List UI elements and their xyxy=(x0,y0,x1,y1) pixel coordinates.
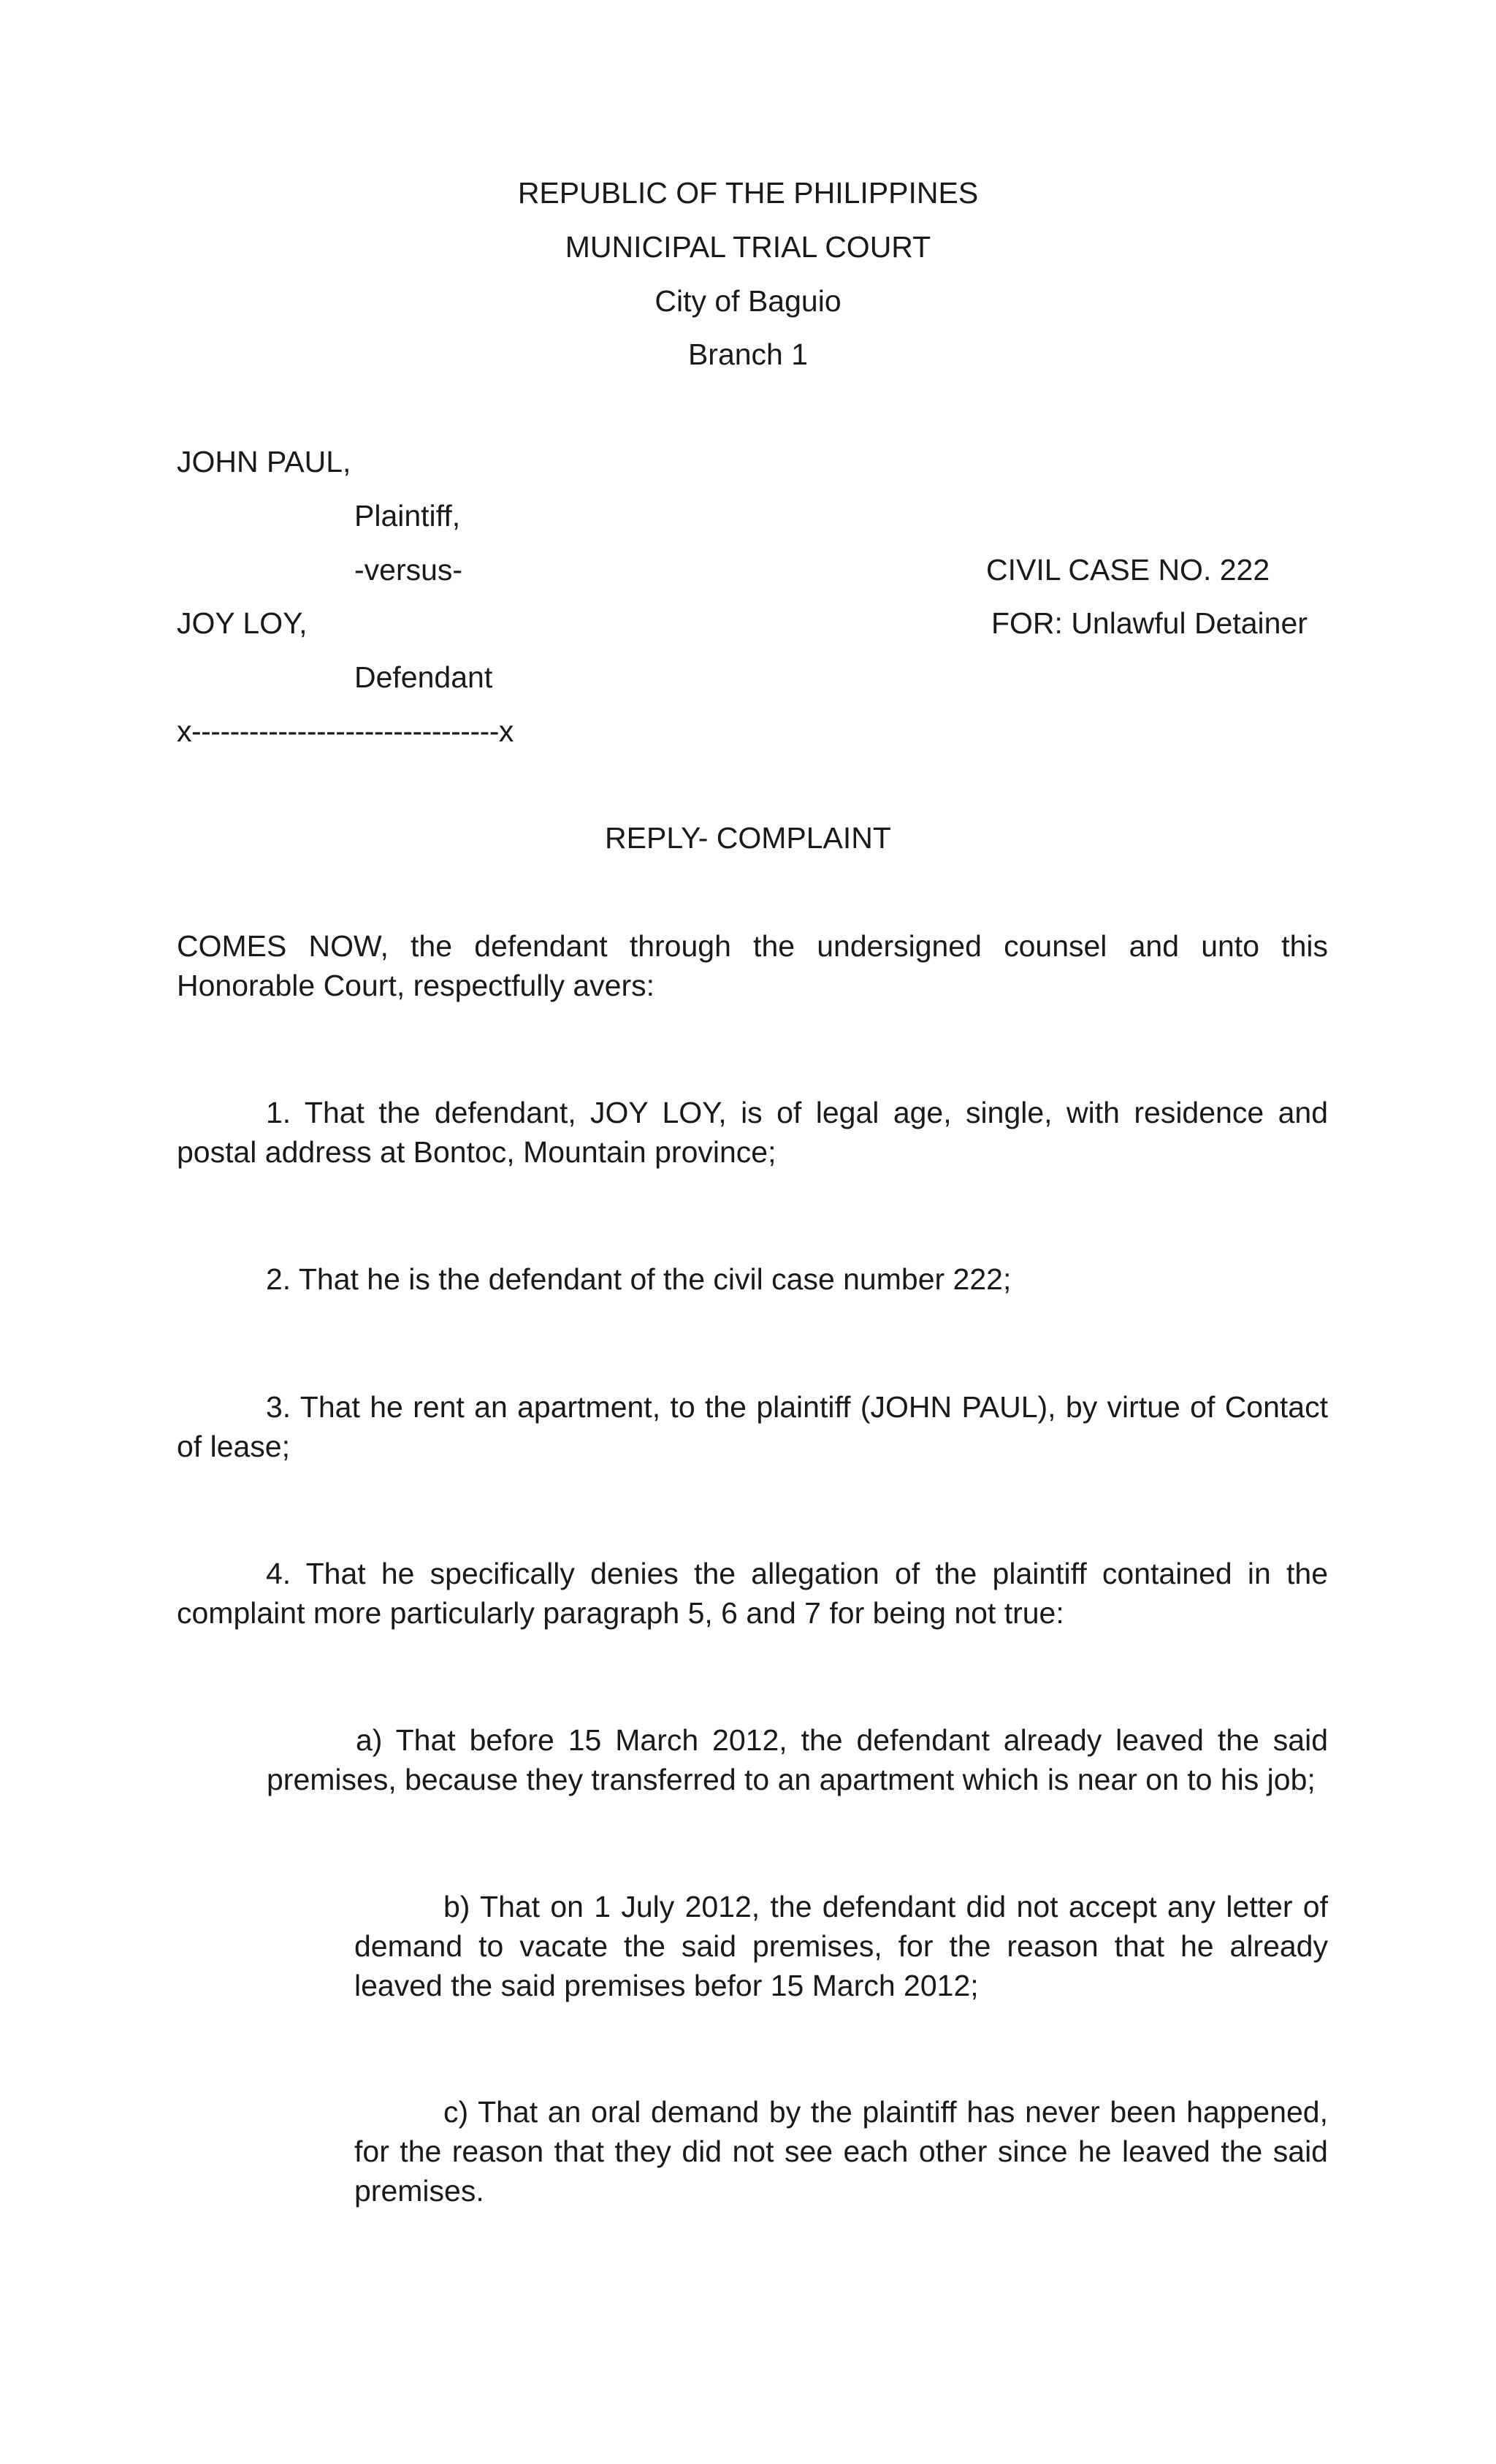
header-branch: Branch 1 xyxy=(687,337,809,371)
document-title: REPLY- COMPLAINT xyxy=(605,821,891,855)
header-city: City of Baguio xyxy=(654,284,842,318)
paragraph-1: 1. That the defendant, JOY LOY, is of legal age, single, with residence and postal address at Bontoc, Mountain province; xyxy=(177,1096,1328,1169)
plaintiff-role: Plaintiff, xyxy=(354,499,461,533)
paragraph-4: 4. That he specifically denies the allegation of the plaintiff contained in the complaint more particularly paragraph 5, 6 and 7 for being not true: xyxy=(177,1557,1328,1630)
header-republic: REPUBLIC OF THE PHILIPPINES xyxy=(517,176,979,210)
caption-separator: x--------------------------------x xyxy=(177,714,514,748)
defendant-role: Defendant xyxy=(354,660,493,694)
plaintiff-name: JOHN PAUL, xyxy=(177,445,351,478)
intro-paragraph: COMES NOW, the defendant through the undersigned counsel and unto this Honorable Court, respectfully avers: xyxy=(177,929,1328,1002)
case-number: CIVIL CASE NO. 222 xyxy=(986,553,1270,587)
subparagraph-b: b) That on 1 July 2012, the defendant did not accept any letter of demand to vacate the said premises, for the reason that he already leaved the said premises befor 15 March 2012; xyxy=(354,1890,1328,2002)
subparagraph-a: a) That before 15 March 2012, the defendant already leaved the said premises, because they transferred to an apartment which is near on to his job; xyxy=(267,1723,1328,1796)
versus-label: -versus- xyxy=(354,553,463,587)
defendant-name: JOY LOY, xyxy=(177,606,308,640)
header-court: MUNICIPAL TRIAL COURT xyxy=(565,230,931,264)
subparagraph-c: c) That an oral demand by the plaintiff has never been happened, for the reason that they did not see each other since he leaved the said premises. xyxy=(354,2095,1328,2208)
paragraph-2: 2. That he is the defendant of the civil case number 222; xyxy=(266,1262,1012,1296)
paragraph-3: 3. That he rent an apartment, to the plaintiff (JOHN PAUL), by virtue of Contact of lease; xyxy=(177,1390,1328,1463)
case-nature: FOR: Unlawful Detainer xyxy=(991,606,1308,640)
